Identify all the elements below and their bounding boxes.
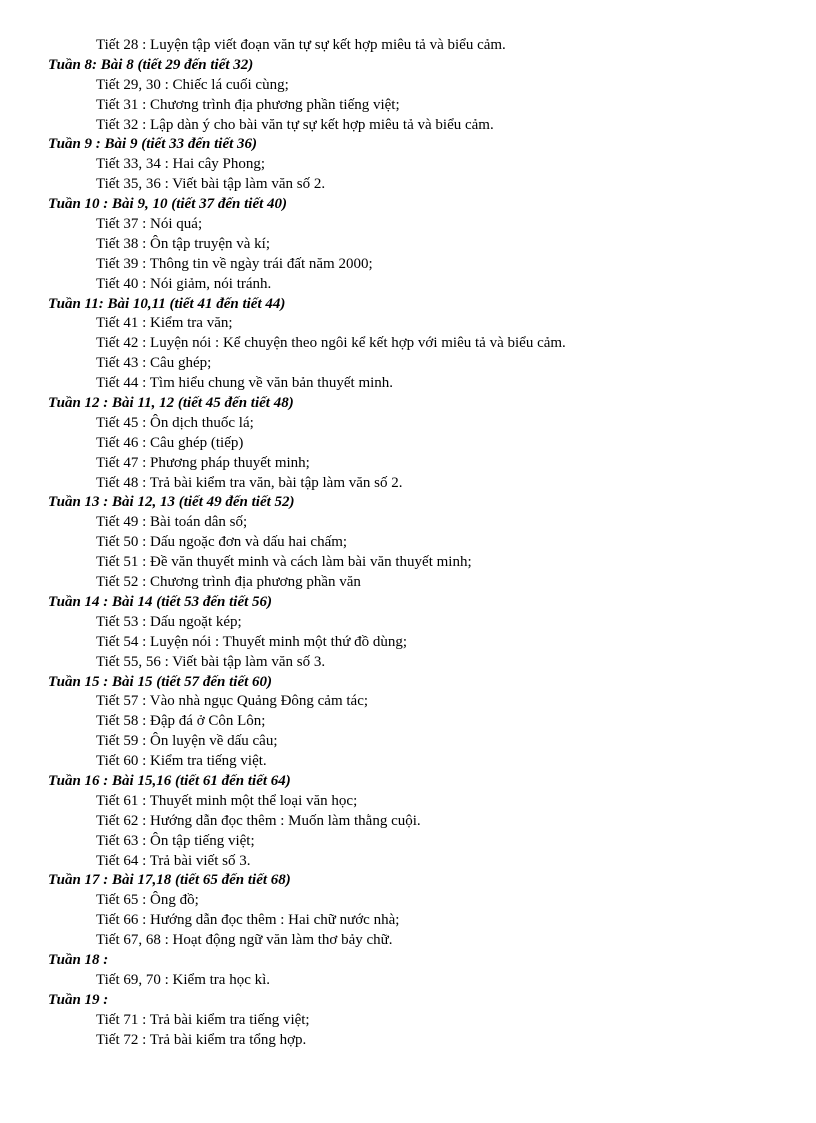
lesson-item: Tiết 47 : Phương pháp thuyết minh; [96,454,310,471]
lesson-item: Tiết 72 : Trả bài kiểm tra tổng hợp. [96,1031,307,1048]
week-heading: Tuần 12 : Bài 11, 12 (tiết 45 đến tiết 48) [48,395,294,412]
lesson-item: Tiết 53 : Dấu ngoặt kép; [96,613,242,630]
lesson-item: Tiết 41 : Kiểm tra văn; [96,315,233,332]
lesson-item: Tiết 32 : Lập dàn ý cho bài văn tự sự kết hợp miêu tả và biểu cảm. [96,116,494,133]
lesson-item: Tiết 43 : Câu ghép; [96,355,212,372]
lesson-item: Tiết 29, 30 : Chiếc lá cuối cùng; [96,76,289,93]
lesson-item: Tiết 62 : Hướng dẫn đọc thêm : Muốn làm thằng cuội. [96,812,421,829]
lesson-item: Tiết 54 : Luyện nói : Thuyết minh một thứ đồ dùng; [96,633,408,650]
week-heading: Tuần 18 : [48,951,109,968]
lesson-item: Tiết 39 : Thông tin về ngày trái đất năm 2000; [96,255,373,272]
lesson-item: Tiết 31 : Chương trình địa phương phần tiếng việt; [96,96,400,113]
lesson-item: Tiết 65 : Ông đồ; [96,892,199,909]
lesson-item: Tiết 49 : Bài toán dân số; [96,514,248,531]
lesson-item: Tiết 46 : Câu ghép (tiếp) [96,434,244,451]
week-heading: Tuần 13 : Bài 12, 13 (tiết 49 đến tiết 52) [48,494,295,511]
lesson-item: Tiết 58 : Đập đá ở Côn Lôn; [96,713,266,730]
lesson-item: Tiết 48 : Trả bài kiểm tra văn, bài tập làm văn số 2. [96,474,403,491]
lesson-item: Tiết 55, 56 : Viết bài tập làm văn số 3. [96,653,326,670]
week-heading: Tuần 9 : Bài 9 (tiết 33 đến tiết 36) [48,136,258,153]
lesson-item: Tiết 35, 36 : Viết bài tập làm văn số 2. [96,176,326,193]
week-heading: Tuần 17 : Bài 17,18 (tiết 65 đến tiết 68) [48,872,291,889]
lesson-item: Tiết 52 : Chương trình địa phương phần văn [96,574,361,591]
week-heading: Tuần 11: Bài 10,11 (tiết 41 đến tiết 44) [48,295,286,312]
lesson-item: Tiết 69, 70 : Kiểm tra học kì. [96,971,271,988]
lesson-item: Tiết 37 : Nói quá; [96,216,203,233]
week-heading: Tuần 10 : Bài 9, 10 (tiết 37 đến tiết 40) [48,196,288,213]
lesson-item: Tiết 50 : Dấu ngoặc đơn và dấu hai chấm; [96,534,348,551]
lesson-item: Tiết 60 : Kiểm tra tiếng việt. [96,753,267,770]
week-heading: Tuần 16 : Bài 15,16 (tiết 61 đến tiết 64) [48,772,291,789]
lesson-item: Tiết 51 : Đề văn thuyết minh và cách làm bài văn thuyết minh; [96,554,472,571]
week-heading: Tuần 19 : [48,991,109,1008]
lesson-item: Tiết 33, 34 : Hai cây Phong; [96,156,266,173]
lesson-item: Tiết 66 : Hướng dẫn đọc thêm : Hai chữ nước nhà; [96,912,400,929]
lesson-item: Tiết 61 : Thuyết minh một thể loại văn học; [96,792,358,809]
lesson-item: Tiết 63 : Ôn tập tiếng việt; [96,832,255,849]
lesson-item: Tiết 40 : Nói giảm, nói tránh. [96,275,272,292]
lesson-item: Tiết 42 : Luyện nói : Kể chuyện theo ngôi kể kết hợp với miêu tả và biểu cảm. [96,335,566,352]
document-page [0,36,816,1050]
week-heading: Tuần 8: Bài 8 (tiết 29 đến tiết 32) [48,56,254,73]
lesson-item: Tiết 64 : Trả bài viết số 3. [96,852,251,869]
lesson-item: Tiết 67, 68 : Hoạt động ngữ văn làm thơ bảy chữ. [96,932,393,949]
lesson-item: Tiết 44 : Tìm hiểu chung về văn bản thuyết minh. [96,375,394,392]
lesson-item: Tiết 38 : Ôn tập truyện và kí; [96,235,271,252]
lesson-item: Tiết 28 : Luyện tập viết đoạn văn tự sự kết hợp miêu tả và biểu cảm. [96,37,506,53]
week-heading: Tuần 15 : Bài 15 (tiết 57 đến tiết 60) [48,673,273,690]
lesson-item: Tiết 57 : Vào nhà ngục Quảng Đông cảm tác; [96,693,369,710]
lesson-item: Tiết 71 : Trả bài kiểm tra tiếng việt; [96,1011,310,1028]
week-heading: Tuần 14 : Bài 14 (tiết 53 đến tiết 56) [48,593,273,610]
lesson-item: Tiết 45 : Ôn dịch thuốc lá; [96,414,254,431]
lesson-item: Tiết 59 : Ôn luyện về dấu câu; [96,733,278,750]
